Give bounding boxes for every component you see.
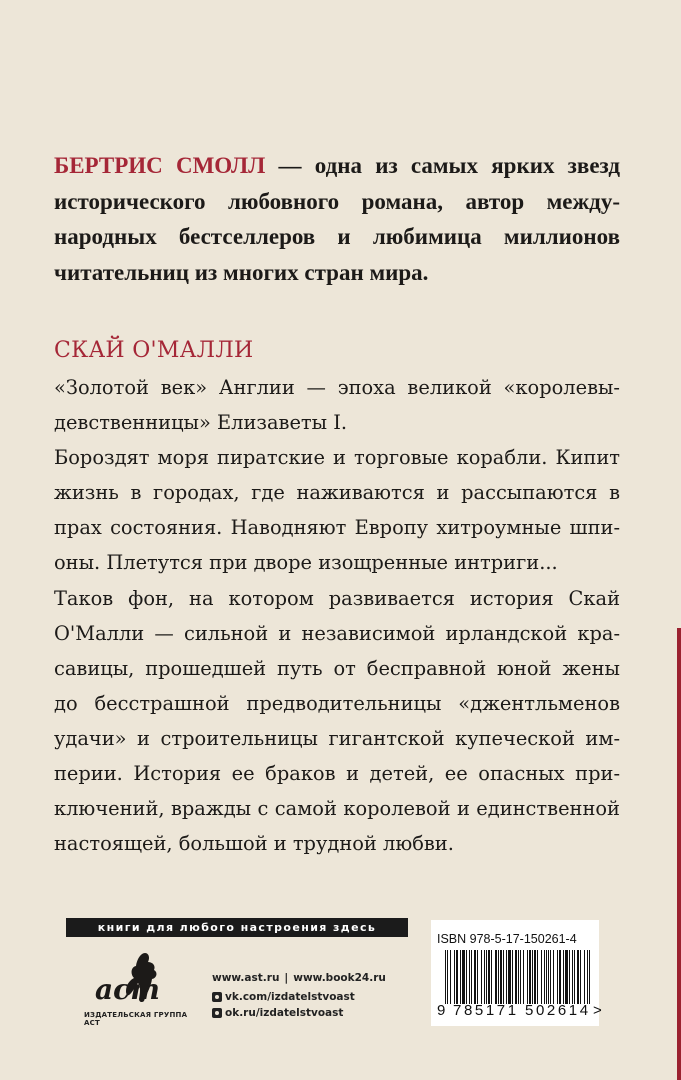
author-name: БЕРТРИС СМОЛЛ [54, 153, 266, 178]
barcode-bar [488, 950, 490, 1004]
barcode-bar [503, 950, 504, 1004]
barcode-bar [523, 950, 524, 1004]
barcode-bar [474, 950, 476, 1004]
barcode-bar [520, 950, 521, 1004]
barcode-bars [445, 950, 591, 1004]
barcode-bar [495, 950, 497, 1004]
barcode-bar [450, 950, 451, 1004]
isbn-label: ISBN 978-5-17-150261-4 [437, 932, 577, 946]
barcode-bar [527, 950, 528, 1004]
barcode-bar [569, 950, 570, 1004]
barcode-bar [574, 950, 575, 1004]
barcode-bar [460, 950, 461, 1004]
ok-link[interactable]: ok.ru/izdatelstvoast [225, 1007, 344, 1019]
barcode-bar [518, 950, 519, 1004]
book-annotation [54, 370, 620, 861]
barcode-bar [498, 950, 499, 1004]
barcode-bar [456, 950, 458, 1004]
barcode-bar [584, 950, 585, 1004]
barcode-bar [529, 950, 531, 1004]
barcode-bar [477, 950, 478, 1004]
slogan-banner: книги для любого настроения здесь [66, 918, 408, 937]
barcode-bar [484, 950, 485, 1004]
annotation-paragraph-1: «Золотой век» Англии — эпоха великой «королевы-девственницы» Елизаветы I. [54, 376, 620, 435]
barcode-bar [462, 950, 465, 1004]
barcode-arrow: > [593, 1002, 602, 1019]
barcode-bar [577, 950, 579, 1004]
barcode-bar [548, 950, 549, 1004]
logo-text: аст [95, 973, 160, 1006]
publisher-group-label: ИЗДАТЕЛЬСКАЯ ГРУППА АСТ [84, 1011, 188, 1027]
barcode-bar [589, 950, 590, 1004]
barcode-bar [469, 950, 470, 1004]
publisher-links [212, 967, 386, 1021]
barcode-bar [563, 950, 564, 1004]
barcode-bar [445, 950, 446, 1004]
barcode-bar [587, 950, 588, 1004]
barcode-bar [572, 950, 573, 1004]
barcode-bar [534, 950, 536, 1004]
spine-edge [677, 628, 681, 1080]
barcode-bar [466, 950, 467, 1004]
annotation-paragraph-2: Бороздят моря пиратские и торговые корабли. Кипит жизнь в городах, где наживаются и рассыпаются в прах состояния. Наводняют Европу хитроумные шпионы. Плетутся при дворе изощренные интриги... [54, 446, 620, 575]
barcode-bar [454, 950, 455, 1004]
barcode-bar [471, 950, 472, 1004]
barcode-right-group: 502614 [525, 1002, 591, 1019]
barcode-bar [486, 950, 487, 1004]
barcode-bar [491, 950, 492, 1004]
vk-icon [212, 992, 222, 1002]
ast-logo [86, 947, 180, 1009]
barcode-bar [565, 950, 568, 1004]
book-title: СКАЙ О'МАЛЛИ [54, 338, 254, 363]
barcode-bar [553, 950, 554, 1004]
barcode-left-group: 785171 [453, 1002, 519, 1019]
barcode-bar [557, 950, 558, 1004]
ok-icon [212, 1008, 222, 1018]
author-intro [54, 148, 620, 290]
barcode-bar [550, 950, 551, 1004]
vk-link[interactable]: vk.com/izdatelstvoast [225, 991, 355, 1003]
barcode-bar [500, 950, 502, 1004]
barcode-bar [512, 950, 513, 1004]
barcode-bar [515, 950, 517, 1004]
annotation-paragraph-3: Таков фон, на котором развивается история Скай О'Малли — сильной и независимой ирландской красавицы, прошедшей путь от бесправной юной жены до бесстрашной предводительницы «джентльменов удачи» и строительницы гигантской купеческой империи. История ее браков и детей, ее опасных приключений, вражды с самой королевой и единственной настоящей, большой и трудной любви. [54, 586, 620, 856]
barcode-bar [506, 950, 507, 1004]
author-intro-text: — одна из самых ярких звезд исторического любовного романа, автор международных бестселлеров и любимица миллионов читательниц из многих стран мира. [54, 153, 621, 285]
barcode-block [431, 920, 602, 1026]
barcode-bar [481, 950, 482, 1004]
barcode-digits [437, 1002, 602, 1020]
site-link-book24[interactable]: www.book24.ru [293, 972, 386, 984]
barcode-bar [580, 950, 581, 1004]
barcode-bar [532, 950, 533, 1004]
barcode-bar [447, 950, 448, 1004]
links-separator: | [284, 972, 289, 984]
site-link-ast[interactable]: www.ast.ru [212, 972, 280, 984]
barcode-bar [537, 950, 538, 1004]
barcode-bar [546, 950, 547, 1004]
barcode-bar [508, 950, 511, 1004]
barcode-bar [541, 950, 542, 1004]
barcode-first-digit: 9 [437, 1002, 446, 1019]
barcode-bar [544, 950, 545, 1004]
barcode-bar [559, 950, 561, 1004]
